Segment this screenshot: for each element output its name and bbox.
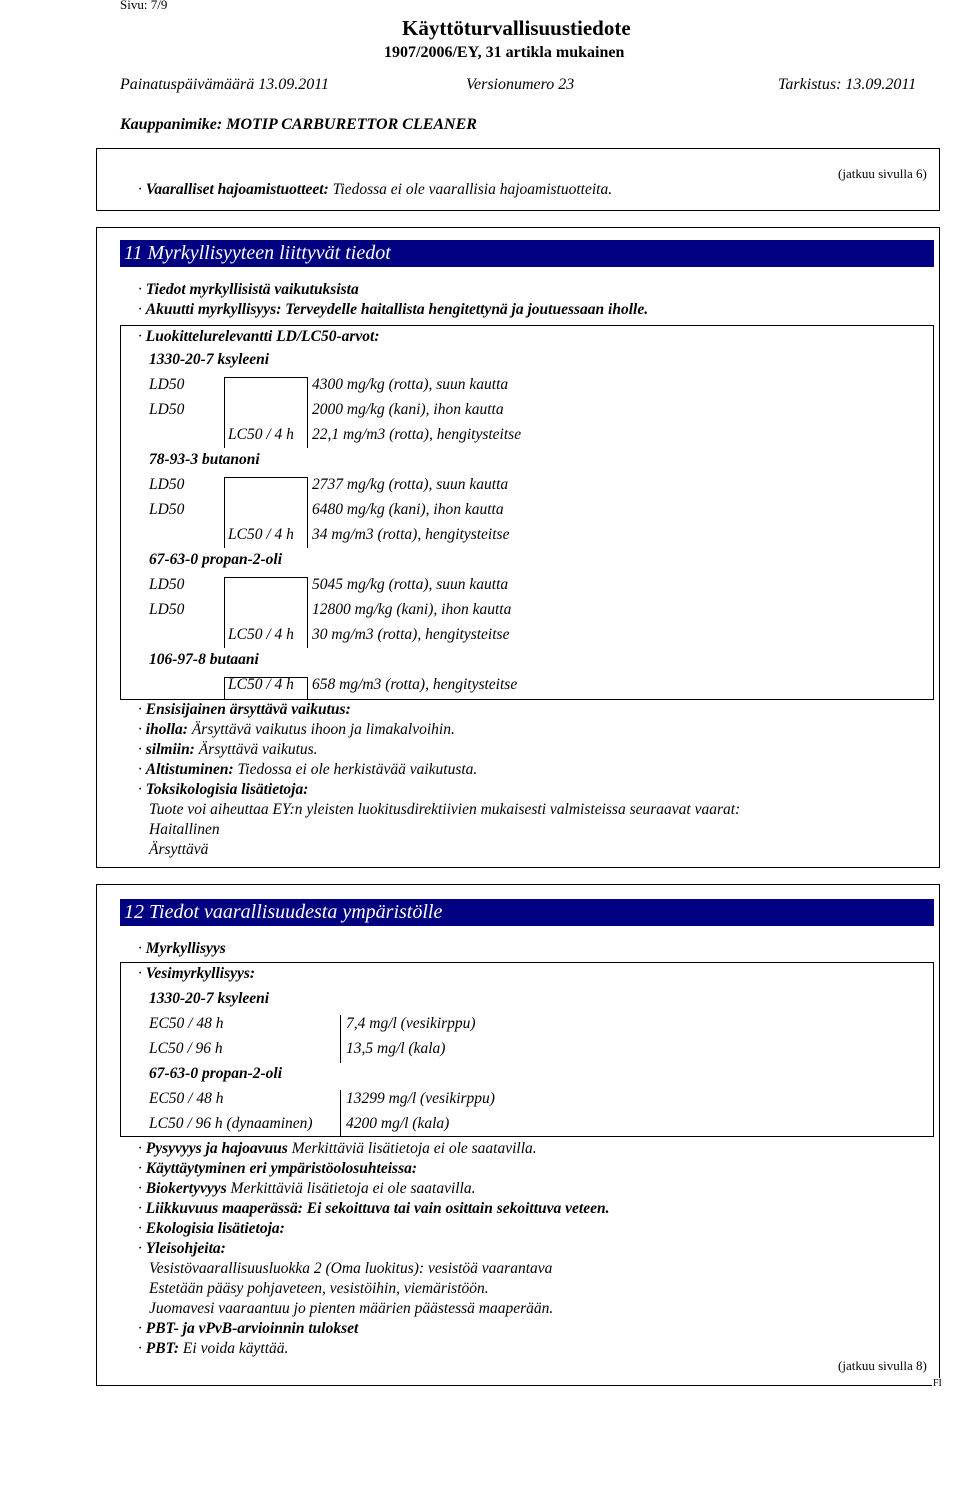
substance-name: 78-93-3 butanoni [149, 451, 260, 468]
persist-label: Pysyvyys ja hajoavuus [145, 1140, 288, 1157]
pbt2-value: Ei voida käyttää. [182, 1340, 289, 1357]
aquatic-label: Vesimyrkyllisyys: [145, 965, 256, 982]
substance-name: 106-97-8 butaani [149, 651, 259, 668]
tox-condition: LC50 / 4 h [228, 426, 294, 443]
pbt: · PBT: Ei voida käyttää. [138, 1340, 289, 1357]
aquatic-condition: LC50 / 96 h (dynaaminen) [149, 1115, 313, 1132]
ld-lc50-values: · Luokittelurelevantti LD/LC50-arvot: [138, 328, 380, 345]
tox-value: 2737 mg/kg (rotta), suun kautta [312, 476, 509, 493]
pbt-results: · PBT- ja vPvB-arvioinnin tulokset [138, 1320, 359, 1337]
skin-value: Ärsyttävä vaikutus ihoon ja limakalvoihin. [191, 721, 455, 738]
aquatic-value: 7,4 mg/l (vesikirppu) [346, 1015, 476, 1032]
version-number: Versionumero 23 [466, 76, 575, 93]
acute-label: Akuutti myrkyllisyys: [145, 301, 282, 318]
aquatic-condition: EC50 / 48 h [149, 1015, 224, 1032]
mobility-label: Liikkuvuus maaperässä: Ei sekoittuva tai vain osittain sekoittuva veteen. [145, 1200, 610, 1217]
pbt2-label: PBT: [145, 1340, 180, 1357]
primary-label: Ensisijainen ärsyttävä vaikutus: [145, 701, 351, 718]
aquatic-value: 13,5 mg/l (kala) [346, 1040, 446, 1057]
general-line: Juomavesi vaaraantuu jo pienten määrien päästessä maaperään. [149, 1300, 554, 1317]
aquatic-value: 4200 mg/l (kala) [346, 1115, 450, 1132]
continued-from: (jatkuu sivulla 6) [838, 166, 927, 181]
soil-mobility: · Liikkuvuus maaperässä: Ei sekoittuva tai vain osittain sekoittuva veteen. [138, 1200, 610, 1217]
tox-type: LD50 [149, 476, 185, 493]
acute-value: Terveydelle haitallista hengitettynä ja joutuessaan iholle. [285, 301, 649, 318]
page-number: Sivu: 7/9 [120, 0, 168, 12]
tox-type: LD50 [149, 601, 185, 618]
skin-effect: · iholla: Ärsyttävä vaikutus ihoon ja limakalvoihin. [138, 721, 455, 738]
bioacc-value: Merkittäviä lisätietoja ei ole saatavilla. [230, 1180, 476, 1197]
toxicology-info: · Toksikologisia lisätietoja: [138, 781, 309, 798]
eyes-value: Ärsyttävä vaikutus. [198, 741, 318, 758]
general-line: Vesistövaarallisuusluokka 2 (Oma luokitus): vesistöä vaarantava [149, 1260, 553, 1277]
tox-value: 30 mg/m3 (rotta), hengitysteitse [312, 626, 510, 643]
aquatic-toxicity-heading: · Vesimyrkyllisyys: [138, 965, 256, 982]
aquatic-value: 13299 mg/l (vesikirppu) [346, 1090, 495, 1107]
tox-type: LD50 [149, 576, 185, 593]
tox-text-line: Tuote voi aiheuttaa EY:n yleisten luokitusdirektiivien mukaisesti valmisteissa seuraavat vaarat: [149, 801, 741, 818]
continued-to: (jatkuu sivulla 8) [838, 1358, 927, 1373]
tox-value: 6480 mg/kg (kani), ihon kautta [312, 501, 504, 518]
tox-condition: LC50 / 4 h [228, 626, 294, 643]
skin-label: iholla: [145, 721, 188, 738]
document-title: Käyttöturvallisuustiedote [402, 16, 631, 40]
primary-irritant: · Ensisijainen ärsyttävä vaikutus: [138, 701, 351, 718]
tox-info-label: Toksikologisia lisätietoja: [145, 781, 309, 798]
substance-name: 1330-20-7 ksyleeni [149, 351, 270, 368]
general-label: Yleisohjeita: [145, 1240, 226, 1257]
hazardous-label: Vaaralliset hajoamistuotteet: [145, 181, 329, 198]
sens-label: Altistuminen: [145, 761, 234, 778]
sensitization: · Altistuminen: Tiedossa ei ole herkistävää vaikutusta. [138, 761, 478, 778]
pbt-label: PBT- ja vPvB-arvioinnin tulokset [145, 1320, 359, 1337]
ecological-info: · Ekologisia lisätietoja: [138, 1220, 285, 1237]
tox-text-line: Haitallinen [149, 821, 220, 838]
toxic-effects-info: · Tiedot myrkyllisistä vaikutuksista [138, 281, 359, 298]
persistence: · Pysyvyys ja hajoavuus Merkittäviä lisätietoja ei ole saatavilla. [138, 1140, 537, 1157]
aquatic-table [120, 962, 934, 1137]
ld-label: Luokittelurelevantti LD/LC50-arvot: [145, 328, 380, 345]
section-12-title: 12 Tiedot vaarallisuudesta ympäristölle [120, 899, 934, 926]
toxicity-label: Myrkyllisyys [145, 940, 226, 957]
tox-value: 12800 mg/kg (kani), ihon kautta [312, 601, 512, 618]
hazardous-decomposition: · Vaaralliset hajoamistuotteet: Tiedossa ei ole vaarallisia hajoamistuotteita. [138, 181, 613, 198]
eco-label: Ekologisia lisätietoja: [145, 1220, 285, 1237]
product-name: Kauppanimike: MOTIP CARBURETTOR CLEANER [120, 116, 477, 133]
eyes-label: silmiin: [145, 741, 195, 758]
aquatic-condition: LC50 / 96 h [149, 1040, 223, 1057]
sens-value: Tiedossa ei ole herkistävää vaikutusta. [237, 761, 478, 778]
continuation-box [96, 148, 940, 211]
tox-value: 34 mg/m3 (rotta), hengitysteitse [312, 526, 510, 543]
eye-effect: · silmiin: Ärsyttävä vaikutus. [138, 741, 318, 758]
tox-value: 5045 mg/kg (rotta), suun kautta [312, 576, 509, 593]
tox-condition: LC50 / 4 h [228, 526, 294, 543]
environmental-behaviour: · Käyttäytyminen eri ympäristöolosuhteissa: [138, 1160, 418, 1177]
tox-type: LD50 [149, 501, 185, 518]
tox-value: 2000 mg/kg (kani), ihon kautta [312, 401, 504, 418]
tox-value: 4300 mg/kg (rotta), suun kautta [312, 376, 509, 393]
tox-type: LD50 [149, 401, 185, 418]
substance-name: 67-63-0 propan-2-oli [149, 1065, 283, 1082]
substance-name: 67-63-0 propan-2-oli [149, 551, 283, 568]
tox-condition: LC50 / 4 h [228, 676, 294, 693]
aquatic-condition: EC50 / 48 h [149, 1090, 224, 1107]
bioacc-label: Biokertyvyys [145, 1180, 227, 1197]
print-date: Painatuspäivämäärä 13.09.2011 [120, 76, 330, 93]
revision-date: Tarkistus: 13.09.2011 [778, 76, 917, 93]
general-notes: · Yleisohjeita: [138, 1240, 226, 1257]
bioaccumulation: · Biokertyvyys Merkittäviä lisätietoja ei ole saatavilla. [138, 1180, 476, 1197]
section-11-title: 11 Myrkyllisyyteen liittyvät tiedot [120, 240, 934, 267]
substance-name: 1330-20-7 ksyleeni [149, 990, 270, 1007]
document-subtitle: 1907/2006/EY, 31 artikla mukainen [384, 44, 625, 61]
acute-toxicity: · Akuutti myrkyllisyys: Terveydelle haitallista hengitettynä ja joutuessaan iholle. [138, 301, 649, 318]
toxic-effects-label: Tiedot myrkyllisistä vaikutuksista [145, 281, 359, 298]
persist-value: Merkittäviä lisätietoja ei ole saatavilla. [291, 1140, 537, 1157]
tox-value: 22,1 mg/m3 (rotta), hengitysteitse [312, 426, 522, 443]
hazardous-value: Tiedossa ei ole vaarallisia hajoamistuotteita. [332, 181, 613, 198]
general-line: Estetään pääsy pohjaveteen, vesistöihin, viemäristöön. [149, 1280, 489, 1297]
language-code: FI [933, 1378, 942, 1389]
behav-label: Käyttäytyminen eri ympäristöolosuhteissa: [145, 1160, 418, 1177]
tox-type: LD50 [149, 376, 185, 393]
toxicity-heading: · Myrkyllisyys [138, 940, 226, 957]
tox-value: 658 mg/m3 (rotta), hengitysteitse [312, 676, 518, 693]
tox-text-line: Ärsyttävä [149, 841, 209, 858]
